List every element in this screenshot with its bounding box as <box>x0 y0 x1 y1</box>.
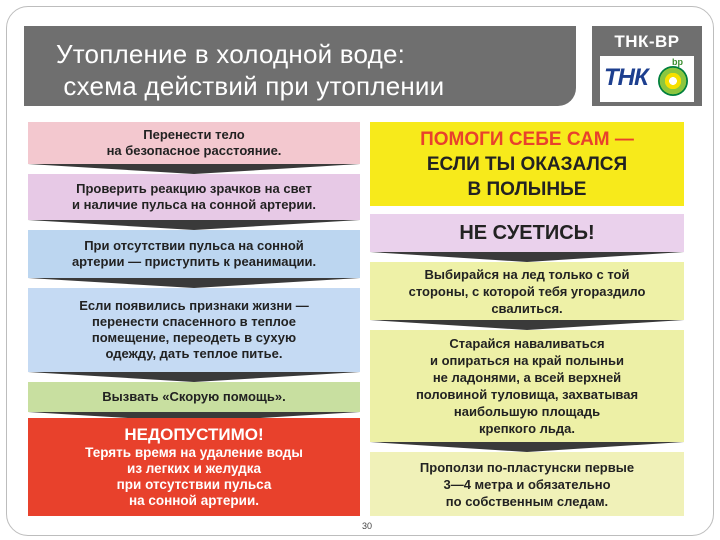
bp-label: bp <box>672 57 683 67</box>
step-arrow <box>28 372 360 382</box>
self-rescue-step: Проползи по-пластунски первые 3—4 метра и обязательно по собственным следам. <box>370 452 684 516</box>
bp-helios-icon <box>658 66 688 96</box>
title-line-1: Утопление в холодной воде: <box>56 39 406 69</box>
rescue-step: Проверить реакцию зрачков на свет и наличие пульса на сонной артерии. <box>28 174 360 220</box>
header-line-1: ПОМОГИ СЕБЕ САМ — <box>420 128 634 150</box>
warning-text: Терять время на удаление воды из легких и желудка при отсутствии пульса на сонной артерии. <box>85 445 303 508</box>
page-number: 30 <box>362 521 373 531</box>
rescue-step: Перенести тело на безопасное расстояние. <box>28 122 360 164</box>
title-line-2: схема действий при утоплении <box>56 71 445 101</box>
step-arrow <box>370 320 684 330</box>
step-arrow <box>370 252 684 262</box>
tnk-bp-logo <box>592 26 702 106</box>
rescue-step: Если появились признаки жизни — перенести спасенного в теплое помещение, переодеть в сухую одежду, дать теплое питье. <box>28 288 360 372</box>
logo-brand-text: ТНК-ВР <box>614 32 680 51</box>
step-arrow <box>28 220 360 230</box>
tnk-mark: ТНК <box>604 64 648 91</box>
self-rescue-step: Выбирайся на лед только с той стороны, с которой тебя угораздило свалиться. <box>370 262 684 320</box>
warning-heading: НЕДОПУСТИМО! <box>124 425 264 444</box>
dont-panic-box: НЕ СУЕТИСЬ! <box>370 214 684 252</box>
step-arrow <box>370 442 684 452</box>
rescue-step: Вызвать «Скорую помощь». <box>28 382 360 412</box>
header-line-2: ЕСЛИ ТЫ ОКАЗАЛСЯ <box>426 153 628 175</box>
rescue-step: При отсутствии пульса на сонной артерии — приступить к реанимации. <box>28 230 360 278</box>
step-arrow <box>28 164 360 174</box>
title-bar <box>24 26 576 106</box>
step-arrow <box>28 278 360 288</box>
logo-emblem-area <box>600 56 694 102</box>
header-line-3: В ПОЛЫНЬЕ <box>467 178 587 200</box>
self-rescue-header <box>370 122 684 206</box>
warning-box <box>28 418 360 516</box>
self-rescue-step: Старайся наваливаться и опираться на край полыньи не ладонями, а всей верхней половиной туловища, захватывая наибольшую площадь крепкого льда. <box>370 330 684 442</box>
